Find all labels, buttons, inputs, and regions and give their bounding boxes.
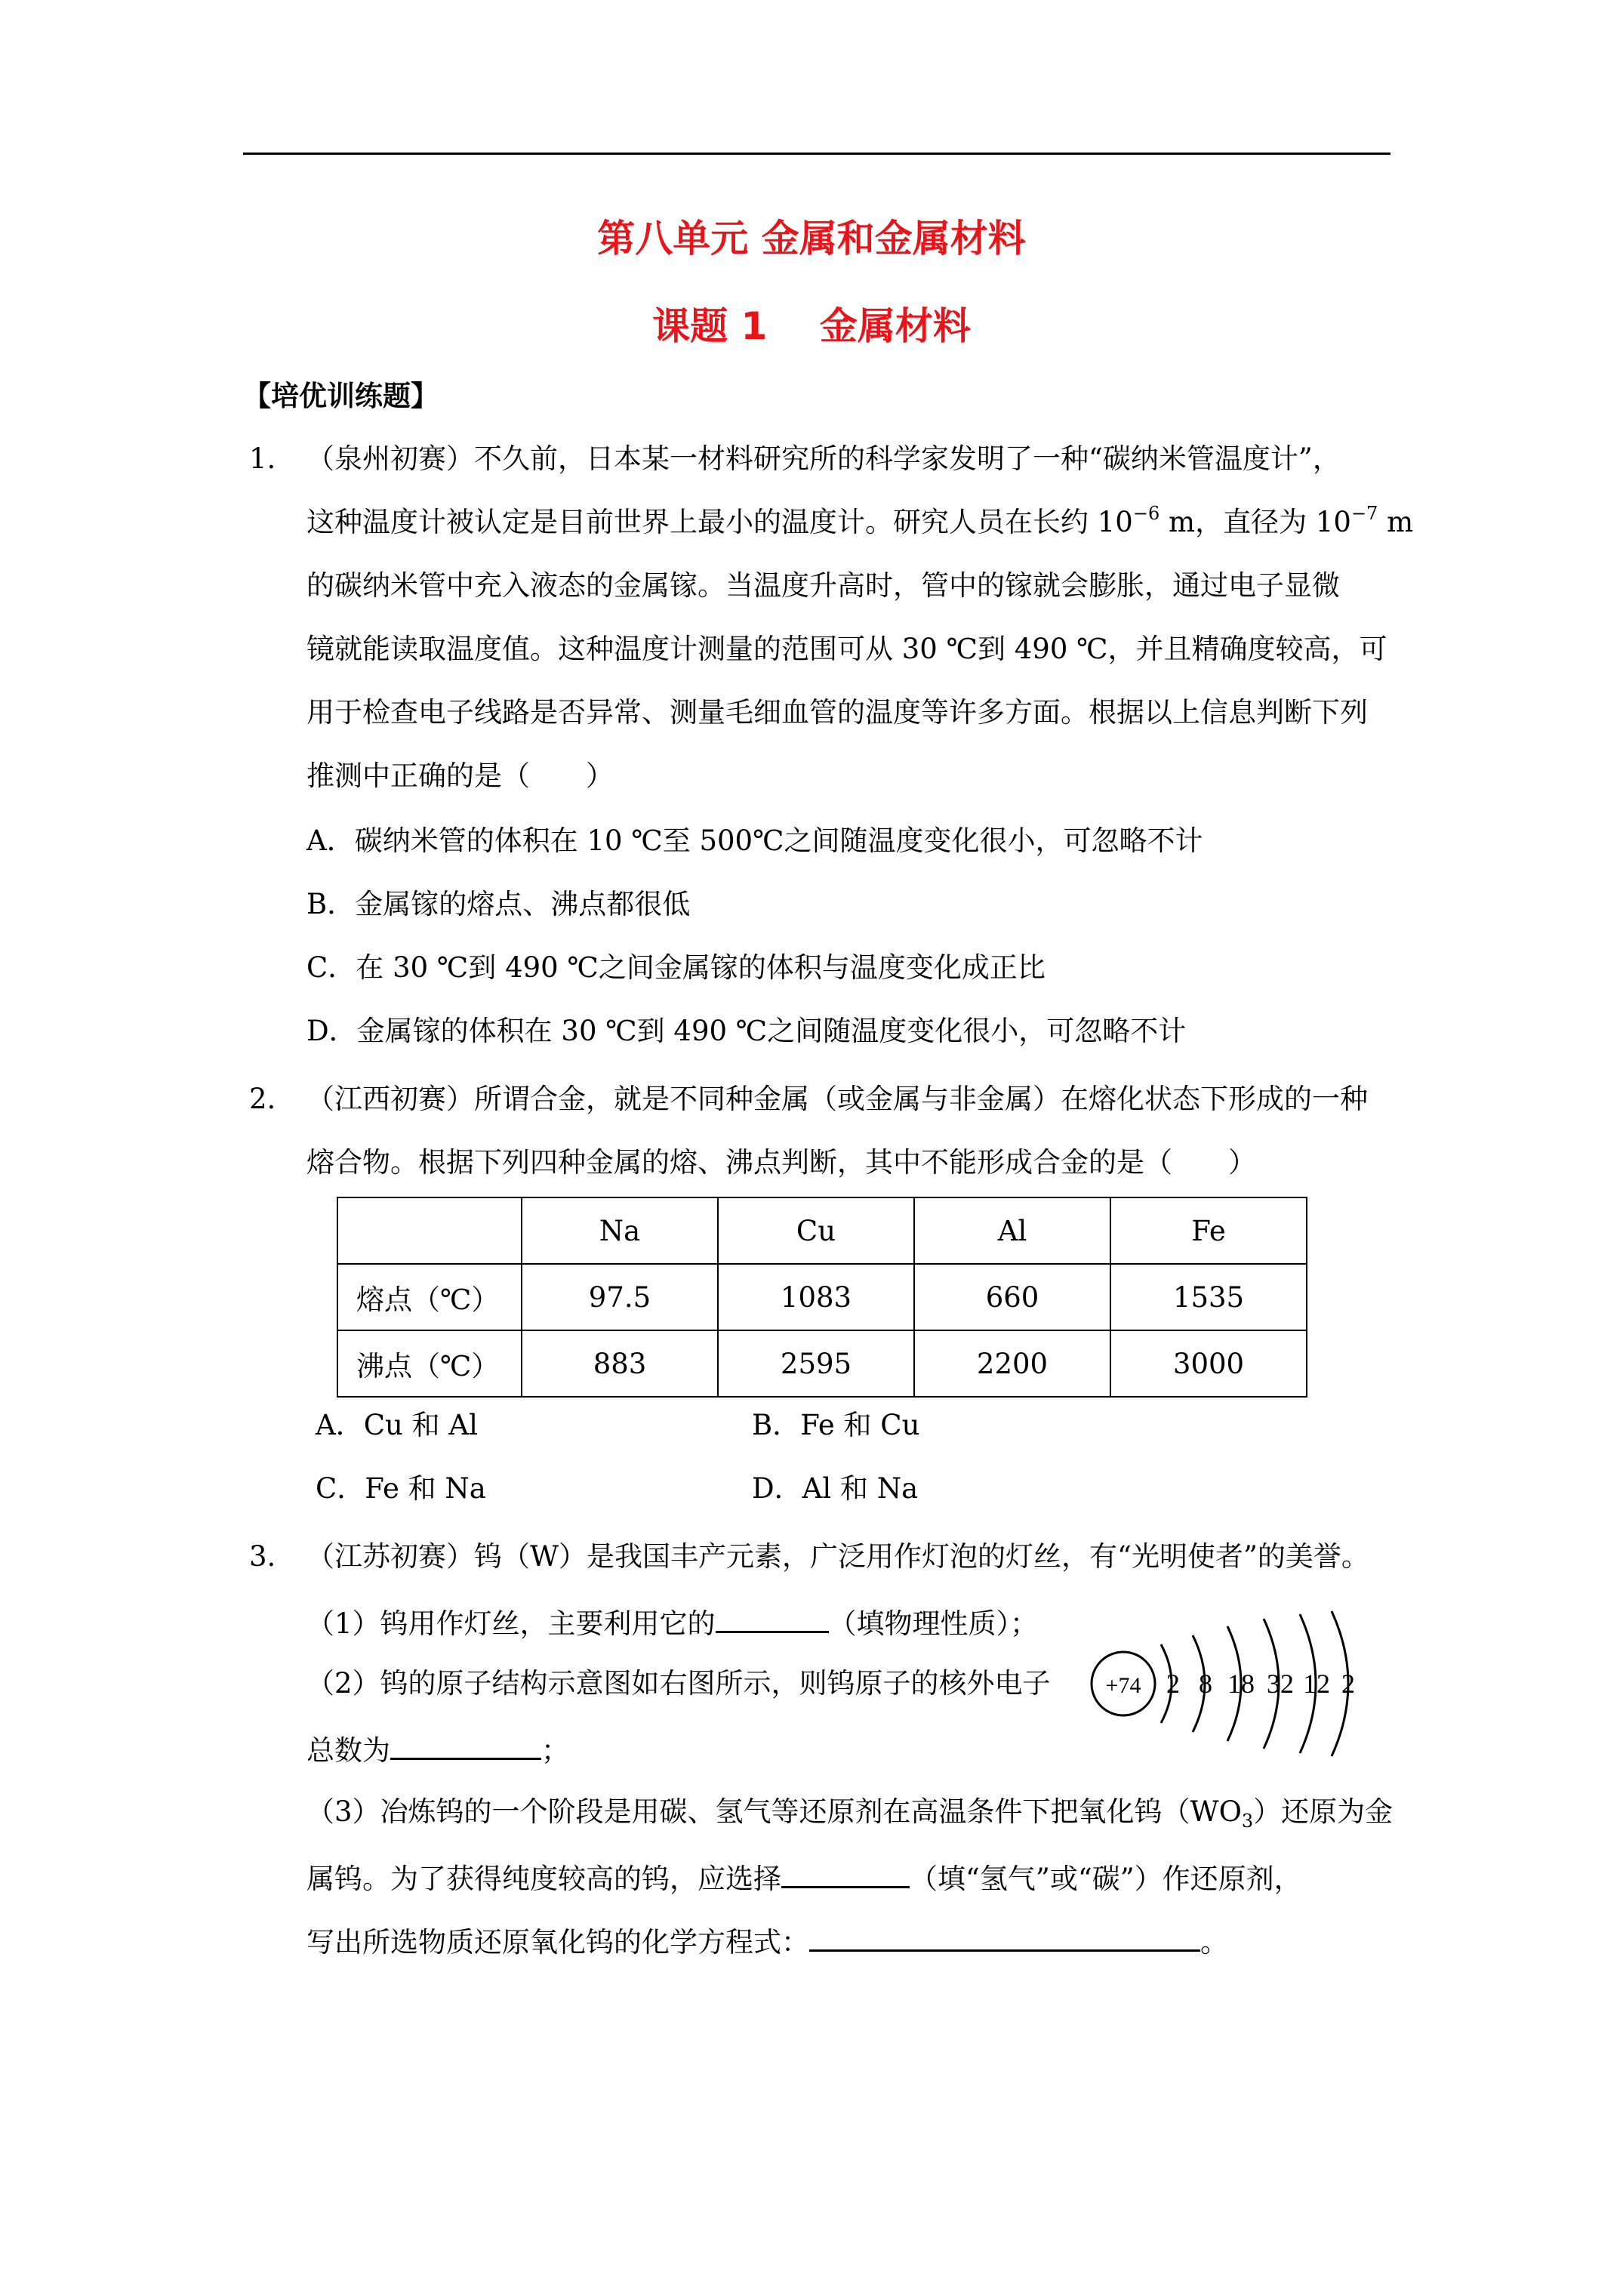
q1-line4: 镜就能读取温度值。这种温度计测量的范围可从 30 ℃到 490 ℃，并且精确度较高，可 [306,633,1387,665]
table-row [337,1264,1307,1330]
table-cell: 1535 [1110,1264,1307,1330]
lesson-title: 课题 1 金属材料 [652,304,971,348]
table-row-label: 熔点（℃） [337,1264,522,1330]
q1-line1: （泉州初赛）不久前，日本某一材料研究所的科学家发明了一种“碳纳米管温度计”， [306,442,1341,475]
q3-part2-line1: （2）钨的原子结构示意图如右图所示，则钨原子的核外电子 [306,1667,1051,1700]
q3-part3-line2: 属钨。为了获得纯度较高的钨，应选择 （填“氢气”或“碳”）作还原剂， [306,1857,1302,1897]
table-cell: 883 [522,1330,718,1397]
q1-line2: 这种温度计被认定是目前世界上最小的温度计。研究人员在长约 $10^{-6}$ m，直径为 $10^{-7}$ m [306,503,1414,538]
table-cell: 97.5 [522,1264,718,1330]
answer-blank-3[interactable] [781,1857,910,1888]
q1-line3: 的碳纳米管中充入液态的金属镓。当温度升高时，管中的镓就会膨胀，通过电子显微 [306,569,1340,602]
table-cell: 2200 [914,1330,1110,1397]
q2-option-d: D．Al 和 Na [752,1472,919,1505]
q1-option-b: B．金属镓的熔点、沸点都很低 [306,888,691,920]
shell-electron-count: 2 [1166,1669,1180,1699]
shell-electron-count: 12 [1303,1669,1330,1699]
q1-line5: 用于检查电子线路是否异常、测量毛细血管的温度等许多方面。根据以上信息判断下列 [306,696,1368,729]
table-header-cell [337,1197,522,1264]
q3-part2-line2: 总数为 ； [306,1729,569,1769]
table-header-row [337,1197,1307,1264]
q1-option-a: A．碳纳米管的体积在 10 ℃至 500℃之间随温度变化很小，可忽略不计 [306,824,1203,857]
table-cell: 2595 [718,1330,914,1397]
shell-electron-count: 32 [1267,1669,1294,1699]
shell-electron-count: 8 [1199,1669,1212,1699]
table-row-label: 沸点（℃） [337,1330,522,1397]
q3-part3-line3: 写出所选物质还原氧化钨的化学方程式： 。 [306,1921,1228,1961]
table-header-cell: Al [914,1197,1110,1264]
answer-blank-4[interactable] [809,1921,1200,1952]
table-header-cell: Fe [1110,1197,1307,1264]
answer-blank-2[interactable] [390,1729,541,1760]
q1-option-c: C．在 30 ℃到 490 ℃之间金属镓的体积与温度变化成正比 [306,951,1046,984]
table-cell: 1083 [718,1264,914,1330]
q2-option-c: C．Fe 和 Na [316,1472,486,1505]
table-header-cell: Na [522,1197,718,1264]
q3-number: 3. [249,1540,276,1573]
table-header-cell: Cu [718,1197,914,1264]
q2-line2: 熔合物。根据下列四种金属的熔、沸点判断，其中不能形成合金的是（ ） [306,1146,1256,1179]
shell-electron-count: 2 [1341,1669,1355,1699]
q2-option-a: A．Cu 和 Al [316,1409,478,1441]
tungsten-atom-diagram [1079,1608,1366,1759]
nucleus-charge: +74 [1105,1673,1141,1698]
table-row [337,1330,1307,1397]
q1-number: 1. [249,442,276,475]
unit-title: 第八单元 金属和金属材料 [597,217,1026,260]
melting-boiling-table [337,1197,1307,1398]
shell-electron-count: 18 [1227,1669,1255,1699]
q3-part3-line1: （3）冶炼钨的一个阶段是用碳、氢气等还原剂在高温条件下把氧化钨$(WO_3)$还原为金 [306,1795,1394,1832]
q2-line1: （江西初赛）所谓合金，就是不同种金属（或金属与非金属）在熔化状态下形成的一种 [306,1083,1368,1115]
answer-blank-1[interactable] [716,1602,829,1633]
q3-part1: （1）钨用作灯丝，主要利用它的 （填物理性质）； [306,1602,1038,1642]
q1-line6: 推测中正确的是（ ） [306,760,614,792]
section-label: 【培优训练题】 [243,379,439,412]
header-rule [243,153,1390,155]
q3-line1: （江苏初赛）钨（W）是我国丰产元素，广泛用作灯泡的灯丝，有“光明使者”的美誉。 [306,1540,1369,1573]
q2-option-b: B．Fe 和 Cu [752,1409,920,1441]
table-cell: 660 [914,1264,1110,1330]
table-cell: 3000 [1110,1330,1307,1397]
q2-number: 2. [249,1083,276,1115]
q1-option-d: D．金属镓的体积在 30 ℃到 490 ℃之间随温度变化很小，可忽略不计 [306,1015,1187,1047]
